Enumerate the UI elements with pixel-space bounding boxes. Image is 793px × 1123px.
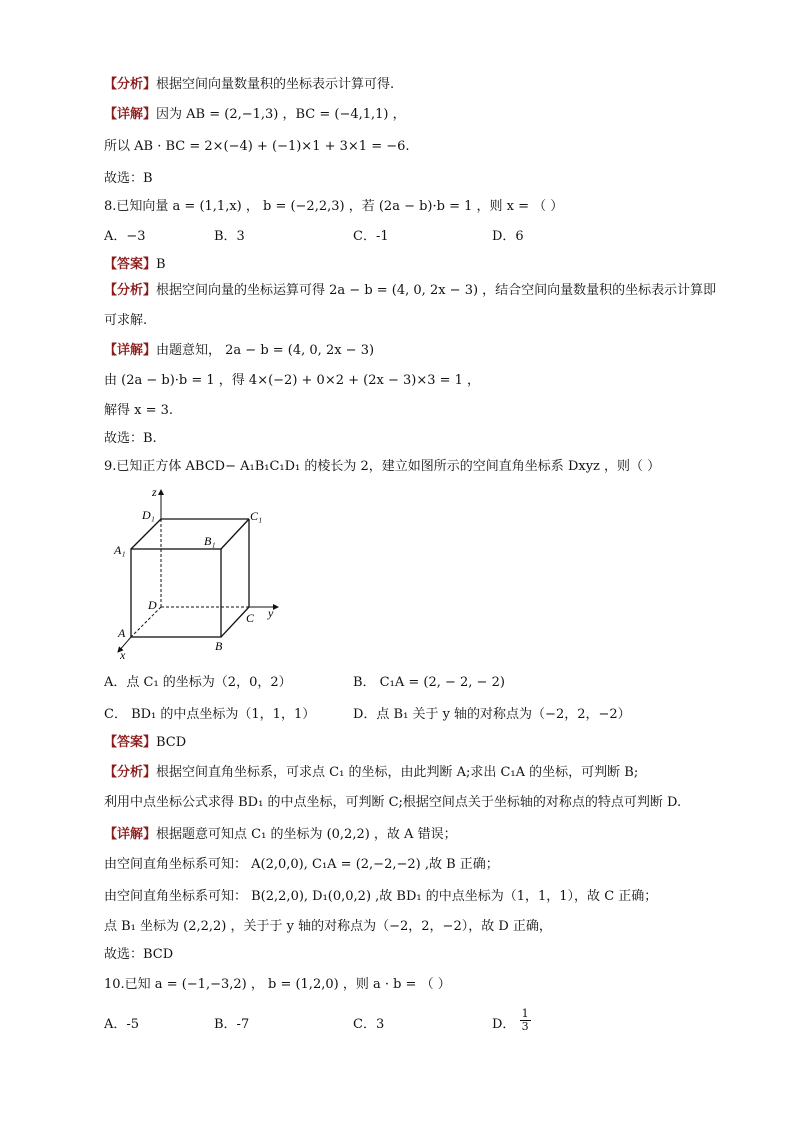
- q9-option-c: C． BD₁ 的中点坐标为（1，1，1）: [104, 707, 316, 722]
- q10-option-c: C．3: [353, 1017, 385, 1032]
- front-face: [131, 549, 221, 637]
- q10-option-a: A．-5: [104, 1017, 140, 1032]
- q8-detail-2: 由 (2a − b)·b = 1 ，得 4×(−2) + 0×2 + (2x − 3)×3 = 1 ，: [104, 373, 481, 388]
- fraction: [520, 1008, 531, 1033]
- q9-choice: 故选：BCD: [104, 947, 174, 962]
- label-a1: A₁: [114, 543, 126, 557]
- q8-answer: 【答案】B: [104, 257, 166, 272]
- fraction-numerator: 1: [521, 1007, 529, 1020]
- q7-analysis: 【分析】根据空间向量数量积的坐标表示计算可得.: [104, 77, 395, 92]
- label-z: z: [152, 485, 157, 499]
- label-a: A: [118, 626, 126, 640]
- label-d1: D₁: [142, 508, 155, 522]
- q9-answer: 【答案】BCD: [104, 735, 187, 750]
- edge-bc: [221, 607, 249, 637]
- q8-option-b: B．3: [214, 229, 245, 244]
- q8-detail-3: 解得 x = 3.: [104, 403, 174, 418]
- label-y: y: [268, 606, 274, 620]
- edge-b1c1: [221, 519, 249, 549]
- label-x: x: [120, 648, 126, 662]
- label-c: C: [246, 611, 255, 625]
- q7-detail-2: 所以 AB · BC = 2×(−4) + (−1)×1 + 3×1 = −6.: [104, 139, 410, 154]
- q9-analysis-1: 【分析】根据空间直角坐标系，可求点 C₁ 的坐标，由此判断 A;求出 C₁A 的坐标，可判断 B;: [104, 765, 639, 780]
- label-c1: C₁: [250, 509, 263, 523]
- q9-option-d: D．点 B₁ 关于 y 轴的对称点为（−2，2，−2）: [353, 707, 631, 722]
- q8-option-c: C．-1: [353, 229, 389, 244]
- q8-option-a: A．−3: [104, 229, 146, 244]
- q10-option-d: D． $\frac{1}{3}$: [492, 1007, 529, 1033]
- q9-option-a: A．点 C₁ 的坐标为（2，0，2）: [104, 675, 292, 690]
- q8-analysis: 【分析】根据空间向量的坐标运算可得 2a − b = (4, 0, 2x − 3) ，结合空间向量数量积的坐标表示计算即可求解.: [104, 283, 717, 328]
- q8-option-d: D．6: [492, 229, 524, 244]
- q10-stem: 10.已知 a = (−1,−3,2) ， b = (1,2,0) ，则 a · b = （ ）: [104, 977, 451, 992]
- edge-a1d1: [131, 519, 161, 549]
- q8-choice: 故选：B.: [104, 431, 157, 446]
- q9-detail-3: 由空间直角坐标系可知： B(2,2,0), D₁(0,0,2) ,故 BD₁ 的中点坐标为（1，1，1），故 C 正确；: [104, 889, 658, 904]
- q9-detail-4: 点 B₁ 坐标为 (2,2,2) ，关于于 y 轴的对称点为（−2，2，−2），故 D 正确，: [104, 919, 552, 934]
- q9-stem: 9.已知正方体 ABCD− A₁B₁C₁D₁ 的棱长为 2，建立如图所示的空间直角坐标系 Dxyz ，则（ ）: [104, 459, 661, 474]
- q9-analysis-2: 利用中点坐标公式求得 BD₁ 的中点坐标，可判断 C;根据空间点关于坐标轴的对称点的特点可判断 D.: [104, 795, 682, 810]
- fraction-denominator: 3: [521, 1020, 529, 1033]
- q8-stem: 8.已知向量 a = (1,1,x) ， b = (−2,2,3) ，若 (2a − b)·b = 1 ，则 x = （ ）: [104, 199, 564, 214]
- q7-detail-1: 【详解】因为 AB = (2,−1,3) ，BC = (−4,1,1) ，: [104, 107, 406, 122]
- label-d: D: [148, 598, 157, 612]
- q9-option-b: B． C₁A = (2, − 2, − 2): [353, 675, 505, 690]
- cube-figure: [110, 482, 290, 662]
- label-b: B: [215, 639, 223, 653]
- q9-detail-2: 由空间直角坐标系可知： A(2,0,0), C₁A = (2,−2,−2) ,故 B 正确；: [104, 857, 499, 872]
- q10-option-b: B．-7: [214, 1017, 250, 1032]
- q7-choice: 故选：B: [104, 171, 153, 186]
- q9-detail-1: 【详解】根据题意可知点 C₁ 的坐标为 (0,2,2) ，故 A 错误；: [104, 827, 457, 842]
- q8-detail-1: 【详解】由题意知， 2a − b = (4, 0, 2x − 3): [104, 343, 375, 358]
- label-b1: B₁: [204, 534, 216, 548]
